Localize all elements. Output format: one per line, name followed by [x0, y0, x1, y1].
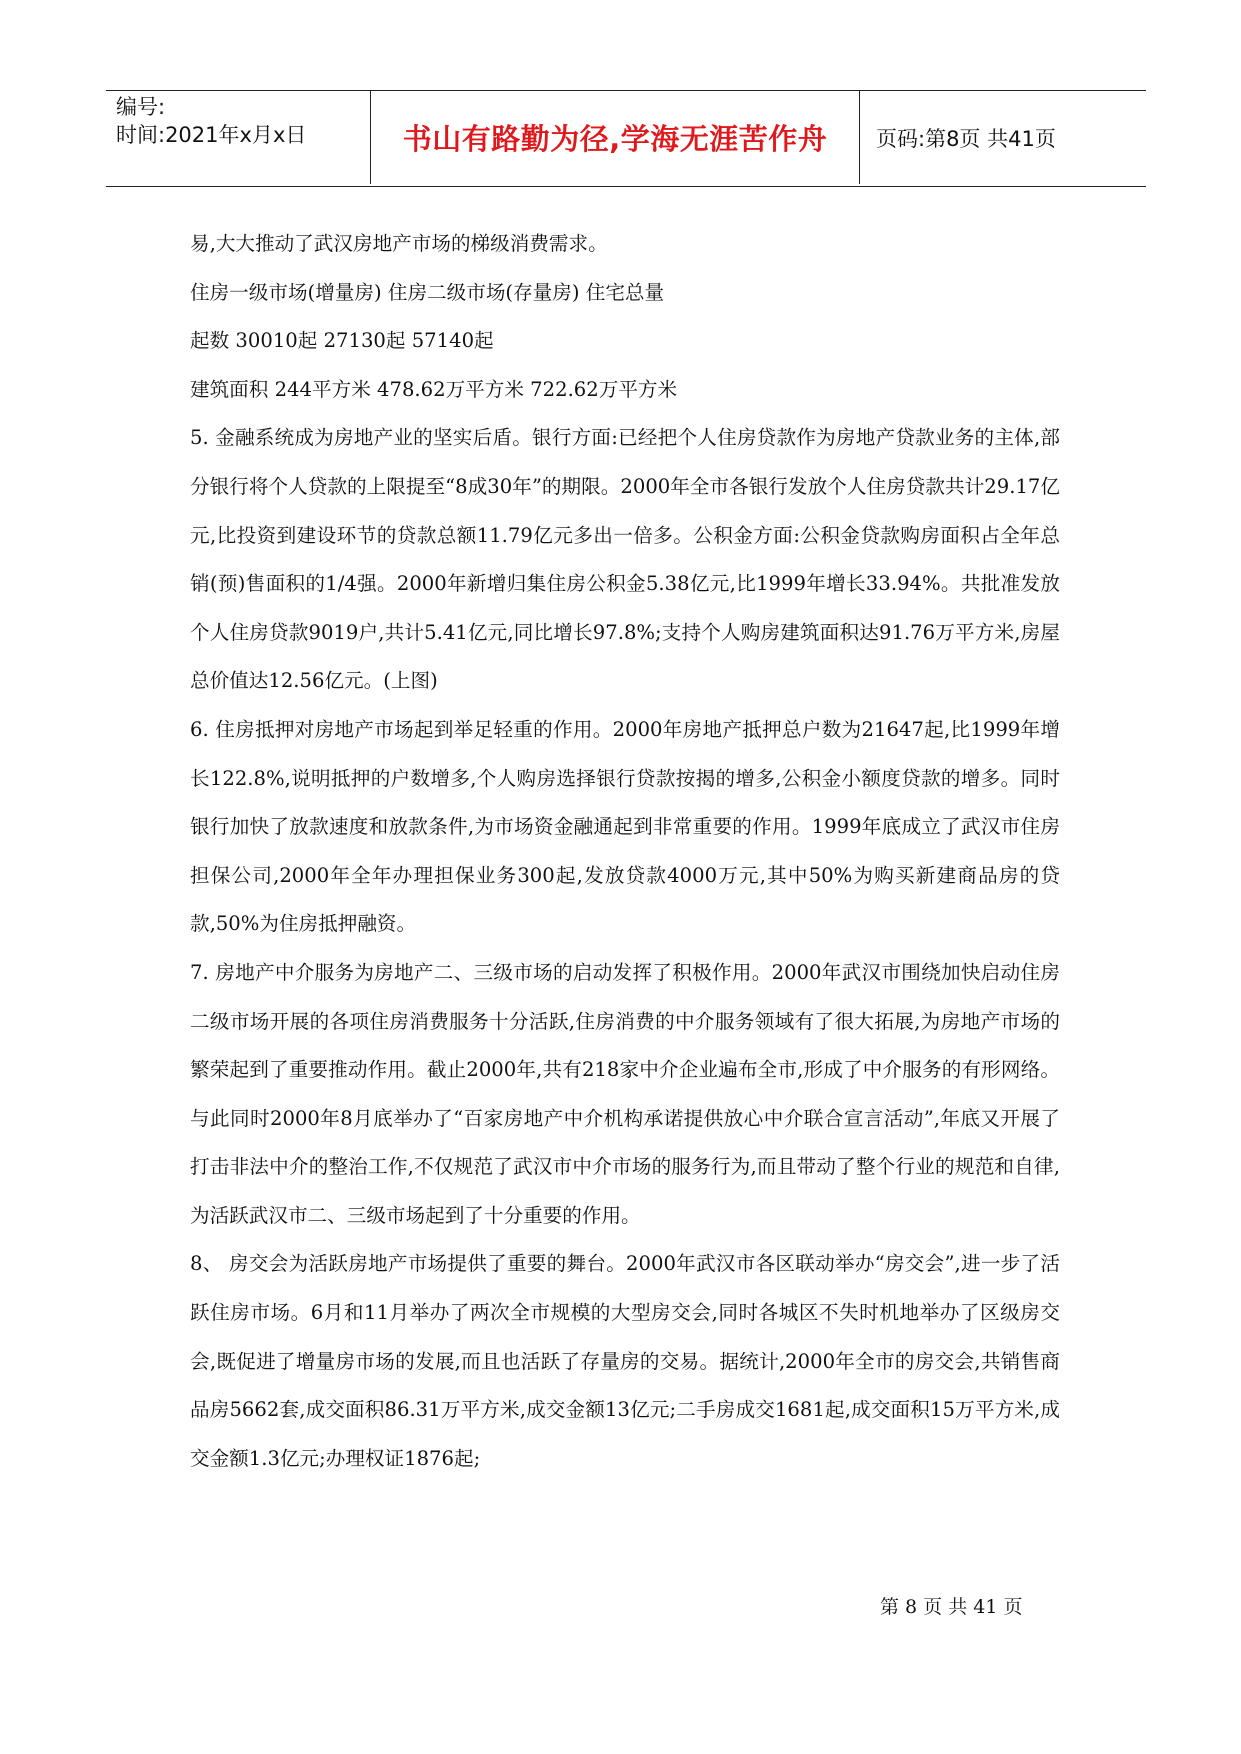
- document-body: [190, 220, 1060, 1483]
- body-paragraph-housing-fair: 8、 房交会为活跃房地产市场提供了重要的舞台。2000年武汉市各区联动举办“房交会”,进一步了活跃住房市场。6月和11月举办了两次全市规模的大型房交会,同时各城区不失时机地举办了区级房交会,既促进了增量房市场的发展,而且也活跃了存量房的交易。据统计,2000年全市的房交会,共销售商品房5662套,成交面积86.31万平方米,成交金额13亿元;二手房成交1681起,成交面积15万平方米,成交金额1.3亿元;办理权证1876起;: [190, 1252, 1060, 1470]
- table-row-count: 起数 30010起 27130起 57140起: [190, 329, 494, 353]
- header-motto: 书山有路勤为径,学海无涯苦作舟: [402, 122, 828, 156]
- table-row-area: 建筑面积 244平方米 478.62万平方米 722.62万平方米: [190, 377, 678, 401]
- body-paragraph-finance: 5. 金融系统成为房地产业的坚实后盾。银行方面:已经把个人住房贷款作为房地产贷款业务的主体,部分银行将个人贷款的上限提至“8成30年”的期限。2000年全市各银行发放个人住房贷款共计29.17亿元,比投资到建设环节的贷款总额11.79亿元多出一倍多。公积金方面:公积金贷款购房面积占全年总销(预)售面积的1/4强。2000年新增归集住房公积金5.38亿元,比1999年增长33.94%。共批准发放个人住房贷款9019户,共计5.41亿元,同比增长97.8%;支持个人购房建筑面积达91.76万平方米,房屋总价值达12.56亿元。(上图): [190, 426, 1060, 693]
- body-paragraph-mortgage: 6. 住房抵押对房地产市场起到举足轻重的作用。2000年房地产抵押总户数为21647起,比1999年增长122.8%,说明抵押的户数增多,个人购房选择银行贷款按揭的增多,公积金小额度贷款的增多。同时银行加快了放款速度和放款条件,为市场资金融通起到非常重要的作用。1999年底成立了武汉市住房担保公司,2000年全年办理担保业务300起,发放贷款4000万元,其中50%为购买新建商品房的贷款,50%为住房抵押融资。: [190, 717, 1060, 936]
- document-time-label: 时间:2021年x月x日: [116, 123, 307, 147]
- body-paragraph-agency: 7. 房地产中介服务为房地产二、三级市场的启动发挥了积极作用。2000年武汉市围绕加快启动住房二级市场开展的各项住房消费服务十分活跃,住房消费的中介服务领域有了很大拓展,为房地产市场的繁荣起到了重要推动作用。截止2000年,共有218家中介企业遍布全市,形成了中介服务的有形网络。与此同时2000年8月底举办了“百家房地产中介机构承诺提供放心中介联合宣言活动”,年底又开展了打击非法中介的整治工作,不仅规范了武汉市中介市场的服务行为,而且带动了整个行业的规范和自律,为活跃武汉市二、三级市场起到了十分重要的作用。: [190, 960, 1060, 1227]
- header-info: [116, 93, 371, 183]
- header-divider: [859, 91, 860, 184]
- page-footer-number: 第 8 页 共 41 页: [880, 1596, 1023, 1618]
- document-number-label: 编号:: [116, 95, 166, 119]
- page-header: [106, 90, 1146, 187]
- body-paragraph: 易,大大推动了武汉房地产市场的梯级消费需求。: [190, 232, 608, 255]
- header-divider: [370, 91, 371, 184]
- header-page-code: 页码:第8页 共41页: [876, 126, 1056, 151]
- table-header-line: 住房一级市场(增量房) 住房二级市场(存量房) 住宅总量: [190, 280, 665, 304]
